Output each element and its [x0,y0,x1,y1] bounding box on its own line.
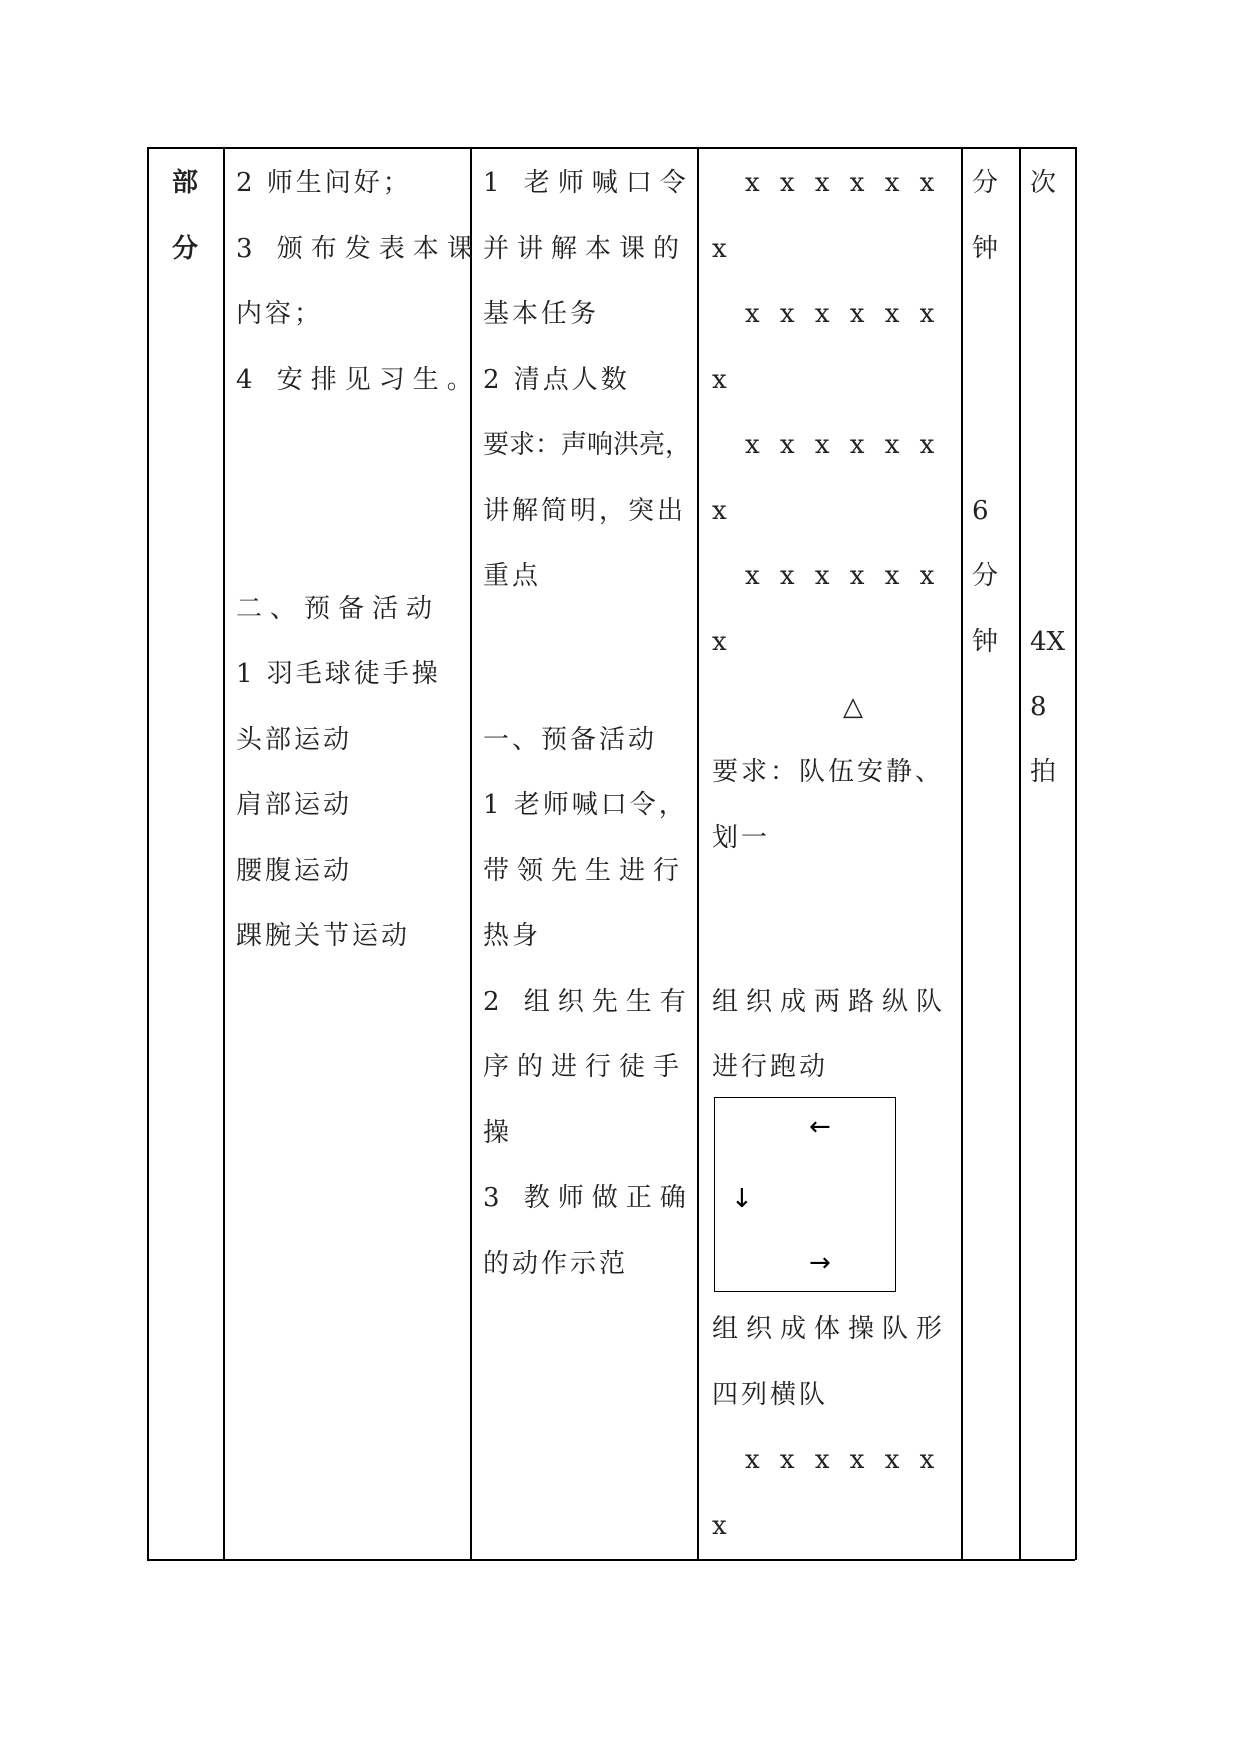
organization-line: 要求：队伍安静、 [712,757,945,787]
teacher-line: 讲解简明，突出 [483,496,687,526]
formation-row: x [712,234,730,264]
formation-row: x [712,365,730,395]
column-divider [697,147,699,1560]
running-route-diagram [714,1097,896,1292]
section-label: 分 [172,234,199,264]
formation-row: x [712,627,730,657]
formation-row: x x x x x x [745,299,941,329]
time-label: 分 [972,561,1002,591]
teacher-line: 1 老师喊口令， [483,790,688,820]
content-line: 二、预备活动 [236,594,441,624]
teacher-triangle-icon: △ [843,692,866,722]
content-line: 1 羽毛球徒手操 [236,659,441,689]
teacher-line: 3 教师做正确 [483,1183,694,1213]
count-value: 4X [1030,627,1066,657]
time-label: 分 [972,168,1002,198]
count-label: 拍 [1030,757,1060,787]
teacher-line: 重点 [483,561,542,591]
arrow-left-icon: ← [809,1112,831,1142]
column-divider [1019,147,1021,1560]
table-border-top [147,147,1075,149]
content-line: 3 颁布发表本课 [236,234,481,264]
content-line: 2 师生问好； [236,168,412,198]
teacher-line: 一、预备活动 [483,725,658,755]
table-border-bottom [147,1559,1075,1561]
count-value: 8 [1030,692,1050,722]
content-line: 4 安排见习生。 [236,365,481,395]
time-label: 钟 [972,234,1002,264]
time-value: 6 [972,496,992,526]
teacher-line: 基本任务 [483,299,600,329]
organization-line: 四列横队 [712,1380,829,1410]
formation-row: x [712,1511,730,1541]
teacher-line: 的动作示范 [483,1249,629,1279]
column-divider [961,147,963,1560]
teacher-line: 要求：声响洪亮， [483,430,692,460]
content-line: 肩部运动 [236,790,353,820]
column-divider [470,147,472,1560]
table-border-left [147,147,149,1560]
formation-row: x x x x x x [745,430,941,460]
formation-row: x [712,496,730,526]
content-line: 头部运动 [236,725,353,755]
time-label: 钟 [972,627,1002,657]
teacher-line: 带领先生进行 [483,856,688,886]
organization-line: 进行跑动 [712,1052,829,1082]
teacher-line: 1 老师喊口令 [483,168,694,198]
teacher-line: 操 [483,1118,513,1148]
teacher-line: 2 清点人数 [483,365,630,395]
formation-row: x x x x x x [745,168,941,198]
teacher-line: 热身 [483,921,542,951]
content-line: 踝腕关节运动 [236,921,411,951]
content-line: 内容； [236,299,324,329]
content-line: 腰腹运动 [236,856,353,886]
teacher-line: 2 组织先生有 [483,987,694,1017]
count-label: 次 [1030,168,1060,198]
organization-line: 组织成两路纵队 [712,987,951,1017]
table-border-right [1075,147,1077,1560]
teacher-line: 并讲解本课的 [483,234,688,264]
arrow-right-icon: → [809,1248,831,1278]
arrow-down-icon: ↓ [731,1184,753,1214]
formation-row: x x x x x x [745,561,941,591]
organization-line: 划一 [712,823,771,853]
organization-line: 组织成体操队形 [712,1314,951,1344]
teacher-line: 序的进行徒手 [483,1052,688,1082]
column-divider [223,147,225,1560]
formation-row: x x x x x x [745,1445,941,1475]
section-label: 部 [172,168,199,198]
